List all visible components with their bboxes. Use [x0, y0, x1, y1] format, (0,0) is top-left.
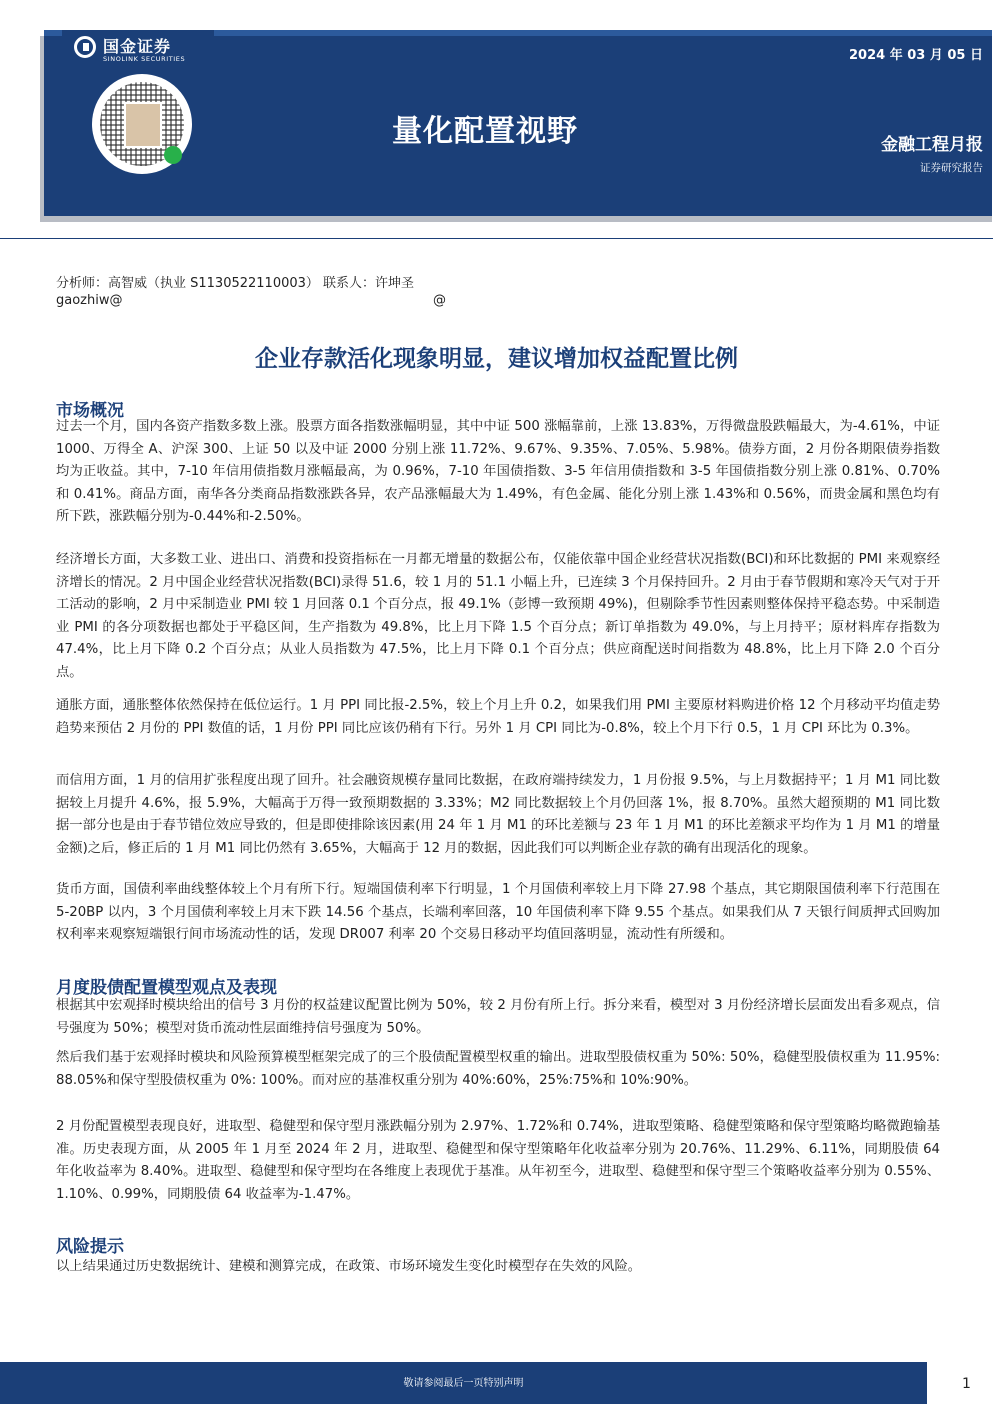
report-category: 证券研究报告	[920, 162, 983, 174]
market-paragraph: 经济增长方面，大多数工业、进出口、消费和投资指标在一月都无增量的数据公布，仅能依靠中国企业经营状况指数(BCI)和环比数据的 PMI 来观察经济增长的情况。2 月中国企业经营状况指数(BCI)录得 51.6，较 1 月的 51.1 小幅上升，已连续 3 个月保持回升。2 月由于春节假期和寒冷天气对于开工活动的影响，2 月中采制造业 PMI 较 1 月回落 0.1 个百分点，报 49.1%（彭博一致预期 49%)，但剔除季节性因素则整体保持平稳态势。中采制造业 PMI 的各分项数据也都处于平稳区间，生产指数为 49.8%，比上月下降 1.5 个百分点；新订单指数为 49.0%，与上月持平；原材料库存指数为 47.4%，比上月下降 0.2 个百分点；从业人员指数为 47.5%，比上月下降 0.1 个百分点；供应商配送时间指数为 48.8%，比上月下降 2.0 个百分点。	[56, 552, 940, 680]
analyst-email: gaozhiw@	[56, 293, 123, 308]
contact-email: @	[433, 293, 446, 308]
market-paragraph: 货币方面，国债利率曲线整体较上个月有所下行。短端国债利率下行明显，1 个月国债利率较上月下降 27.98 个基点，其它期限国债利率下行范围在 5-20BP 以内，3 个月国债利率较上月末下跌 14.56 个基点，长端利率回落，10 年国债利率下降 9.55 个基点。如果我们从 7 天银行间质押式回购加权利率来观察短端银行间市场流动性的话，发现 DR007 利率 20 个交易日移动平均值回落明显，流动性有所缓和。	[56, 882, 940, 942]
banner-title: 量化配置视野	[392, 114, 578, 149]
section-title-market: 市场概况	[56, 401, 124, 421]
brand-name-en: SINOLINK SECURITIES	[103, 55, 186, 63]
footer-disclaimer-note: 敬请参阅最后一页特别声明	[403, 1378, 524, 1389]
sinolink-logo-icon	[74, 36, 96, 58]
report-headline: 企业存款活化现象明显，建议增加权益配置比例	[255, 346, 738, 372]
report-date: 2024 年 03 月 05 日	[849, 48, 983, 63]
page-number: 1	[962, 1376, 971, 1392]
mini-program-badge-icon	[164, 146, 182, 164]
risk-paragraph: 以上结果通过历史数据统计、建模和测算完成，在政策、市场环境发生变化时模型存在失效的风险。	[56, 1259, 642, 1274]
section-title-risk: 风险提示	[56, 1237, 124, 1257]
model-paragraph: 2 月份配置模型表现良好，进取型、稳健型和保守型月涨跌幅分别为 2.97%、1.72%和 0.74%，进取型策略、稳健型策略和保守型策略均略微跑输基准。历史表现方面，从 2005 年 1 月至 2024 年 2 月，进取型、稳健型和保守型策略年化收益率分别为 20.76%、11.29%、6.11%，同期股债 64 年化收益率为 8.40%。进取型、稳健型和保守型均在各维度上表现优于基准。从年初至今，进取型、稳健型和保守型三个策略收益率分别为 0.55%、1.10%、0.99%，同期股债 64 收益率为-1.47%。	[56, 1119, 940, 1202]
market-paragraph: 而信用方面，1 月的信用扩张程度出现了回升。社会融资规模存量同比数据，在政府端持续发力，1 月份报 9.5%，与上月数据持平；1 月 M1 同比数据较上月提升 4.6%，报 5.9%，大幅高于万得一致预期数据的 3.33%；M2 同比数据较上个月仍回落 1%，报 8.70%。虽然大超预期的 M1 同比数据一部分也是由于春节错位效应导致的，但是即使排除该因素(用 24 年 1 月 M1 的环比差额与 23 年 1 月 M1 的环比差额求平均作为 1 月 M1 的增量金额)之后，修正后的 1 月 M1 同比仍然有 3.65%，大幅高于 12 月的数据，因此我们可以判断企业存款的确有出现活化的现象。	[56, 773, 940, 856]
market-paragraph: 通胀方面，通胀整体依然保持在低位运行。1 月 PPI 同比报-2.5%，较上个月上升 0.2，如果我们用 PMI 主要原材料购进价格 12 个月移动平均值走势趋势来预估 2 月份的 PPI 数值的话，1 月份 PPI 同比应该仍稍有下行。另外 1 月 CPI 同比为-0.8%，较上个月下行 0.5，1 月 CPI 环比为 0.3%。	[56, 698, 940, 736]
analyst-info: 分析师：高智威（执业 S1130522110003） 联系人：许坤圣	[56, 276, 415, 291]
header-divider	[0, 238, 993, 239]
brand-name-cn: 国金证券	[103, 37, 172, 56]
model-paragraph: 根据其中宏观择时模块给出的信号 3 月份的权益建议配置比例为 50%，较 2 月份有所上行。拆分来看，模型对 3 月份经济增长层面发出看多观点，信号强度为 50%；模型对货币流动性层面维持信号强度为 50%。	[56, 998, 940, 1036]
model-paragraph: 然后我们基于宏观择时模块和风险预算模型框架完成了的三个股债配置模型权重的输出。进取型股债权重为 50%: 50%，稳健型股债权重为 11.95%: 88.05%和保守型股债权重为 0%: 100%。而对应的基准权重分别为 40%:60%，25%:75%和 10%:90%。	[56, 1050, 940, 1088]
report-type: 金融工程月报	[881, 135, 983, 155]
market-paragraph: 过去一个月，国内各资产指数多数上涨。股票方面各指数涨幅明显，其中中证 500 涨幅靠前，上涨 13.83%，万得微盘股跌幅最大，为-4.61%，中证 1000、万得全 A、沪深 300、上证 50 以及中证 2000 分别上涨 11.72%、9.67%、9.35%、7.05%、5.98%。债券方面，2 月份各期限债券指数均为正收益。其中，7-10 年信用债指数月涨幅最高，为 0.96%，7-10 年国债指数、3-5 年信用债指数和 3-5 年国债指数分别上涨 0.81%、0.70%和 0.41%。商品方面，南华各分类商品指数涨跌各异，农产品涨幅最大为 1.49%，有色金属、能化分别上涨 1.43%和 0.56%，而贵金属和黑色均有所下跌，涨跌幅分别为-0.44%和-2.50%。	[56, 419, 940, 524]
section-title-model: 月度股债配置模型观点及表现	[56, 978, 277, 998]
